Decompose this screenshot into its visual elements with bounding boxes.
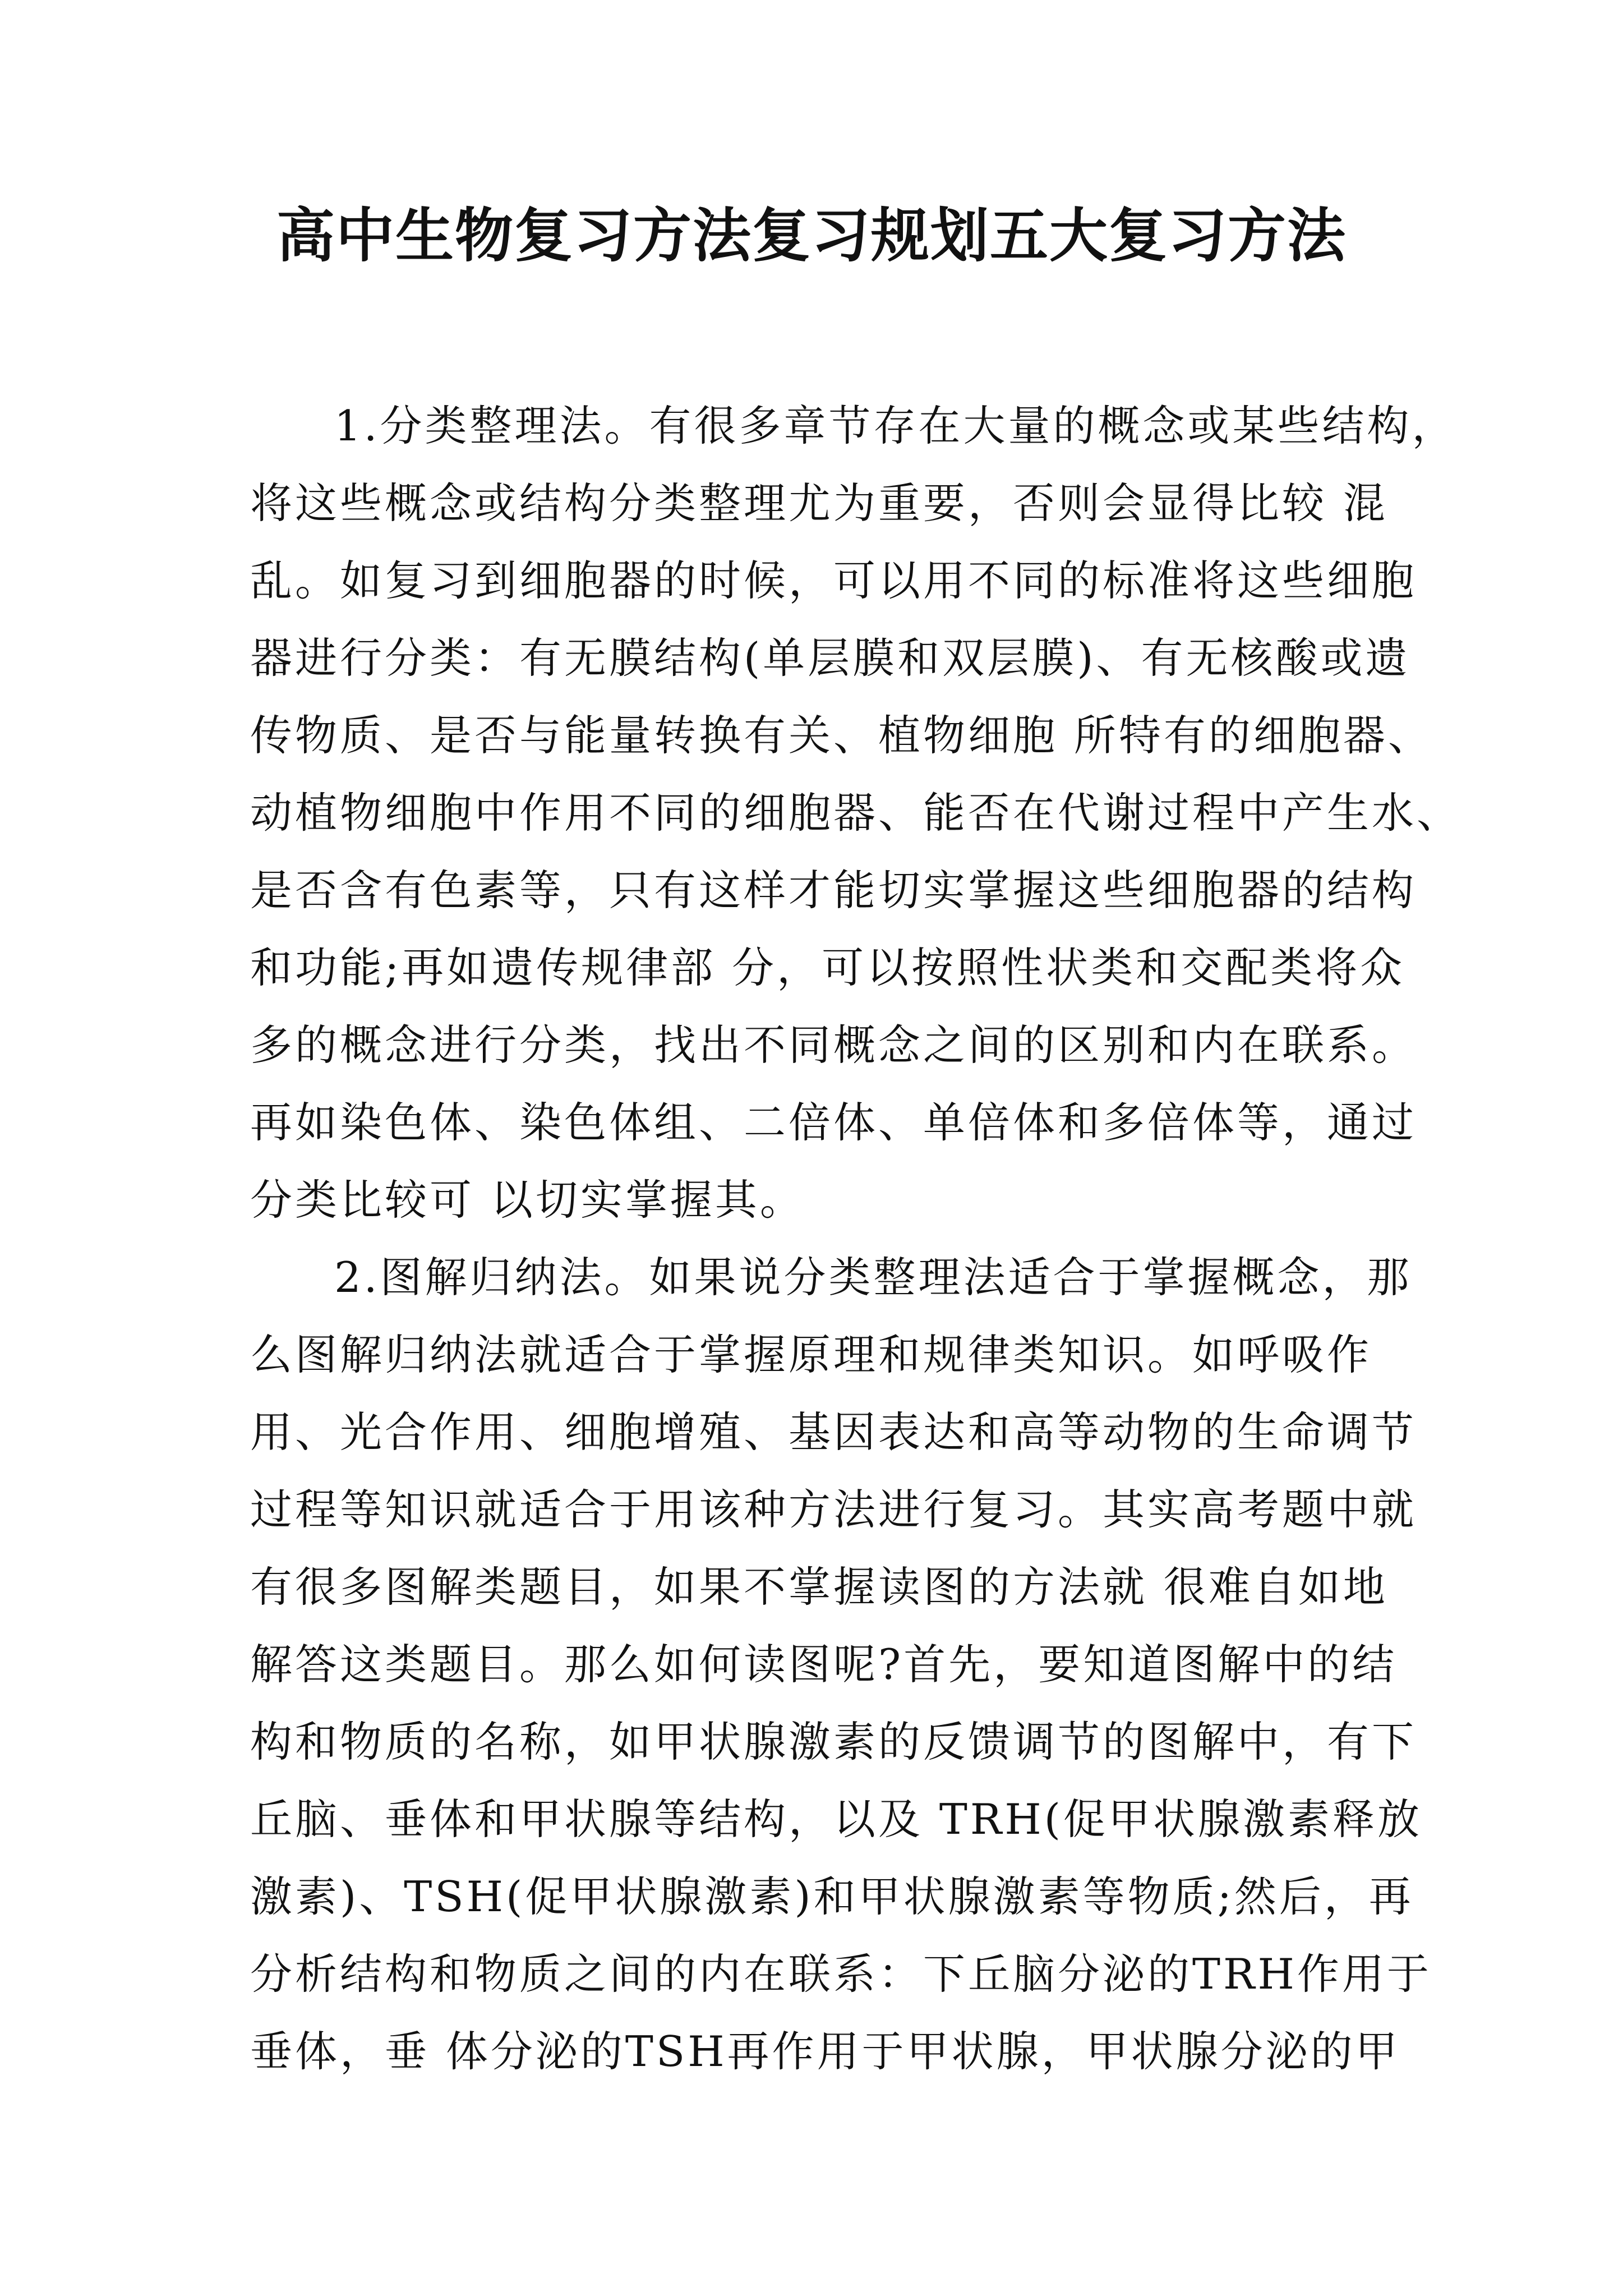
paragraph-line: 激素)、TSH(促甲状腺激素)和甲状腺激素等物质;然后，再 <box>250 1872 1414 1921</box>
paragraph-line: 么图解归纳法就适合于掌握原理和规律类知识。如呼吸作 <box>250 1330 1372 1379</box>
document-body <box>250 387 1462 2090</box>
paragraph-line: 分类比较可 以切实掌握其。 <box>250 1175 805 1225</box>
paragraph-1 <box>250 387 1462 1239</box>
paragraph-line: 和功能;再如遗传规律部 分，可以按照性状类和交配类将众 <box>250 943 1405 992</box>
paragraph-line: 多的概念进行分类，找出不同概念之间的区别和内在联系。 <box>250 1020 1417 1070</box>
paragraph-line: 乱。如复习到细胞器的时候，可以用不同的标准将这些细胞 <box>250 556 1417 605</box>
paragraph-line: 传物质、是否与能量转换有关、植物细胞 所特有的细胞器、 <box>250 711 1433 760</box>
paragraph-line: 构和物质的名称，如甲状腺激素的反馈调节的图解中，有下 <box>250 1717 1417 1766</box>
paragraph-line: 有很多图解类题目，如果不掌握读图的方法就 很难自如地 <box>250 1562 1388 1612</box>
paragraph-line: 再如染色体、染色体组、二倍体、单倍体和多倍体等，通过 <box>250 1098 1417 1147</box>
paragraph-line: 2.图解归纳法。如果说分类整理法适合于掌握概念，那 <box>334 1253 1412 1302</box>
paragraph-line: 将这些概念或结构分类整理尤为重要，否则会显得比较 混 <box>250 478 1388 528</box>
paragraph-line: 解答这类题目。那么如何读图呢?首先，要知道图解中的结 <box>250 1640 1398 1689</box>
paragraph-line: 丘脑、垂体和甲状腺等结构，以及 TRH(促甲状腺激素释放 <box>250 1795 1423 1844</box>
paragraph-line: 垂体，垂 体分泌的TSH再作用于甲状腺，甲状腺分泌的甲 <box>250 2027 1400 2076</box>
paragraph-line: 分析结构和物质之间的内在联系：下丘脑分泌的TRH作用于 <box>250 1949 1432 1999</box>
paragraph-line: 器进行分类：有无膜结构(单层膜和双层膜)、有无核酸或遗 <box>250 633 1410 683</box>
paragraph-line: 1.分类整理法。有很多章节存在大量的概念或某些结构， <box>334 401 1457 450</box>
paragraph-line: 是否含有色素等，只有这样才能切实掌握这些细胞器的结构 <box>250 866 1417 915</box>
paragraph-2 <box>250 1239 1432 2090</box>
paragraph-line: 用、光合作用、细胞增殖、基因表达和高等动物的生命调节 <box>250 1407 1417 1457</box>
document-title: 高中生物复习方法复习规划五大复习方法 <box>276 201 1347 270</box>
paragraph-line: 过程等知识就适合于用该种方法进行复习。其实高考题中就 <box>250 1485 1417 1534</box>
paragraph-line: 动植物细胞中作用不同的细胞器、能否在代谢过程中产生水、 <box>250 788 1462 838</box>
